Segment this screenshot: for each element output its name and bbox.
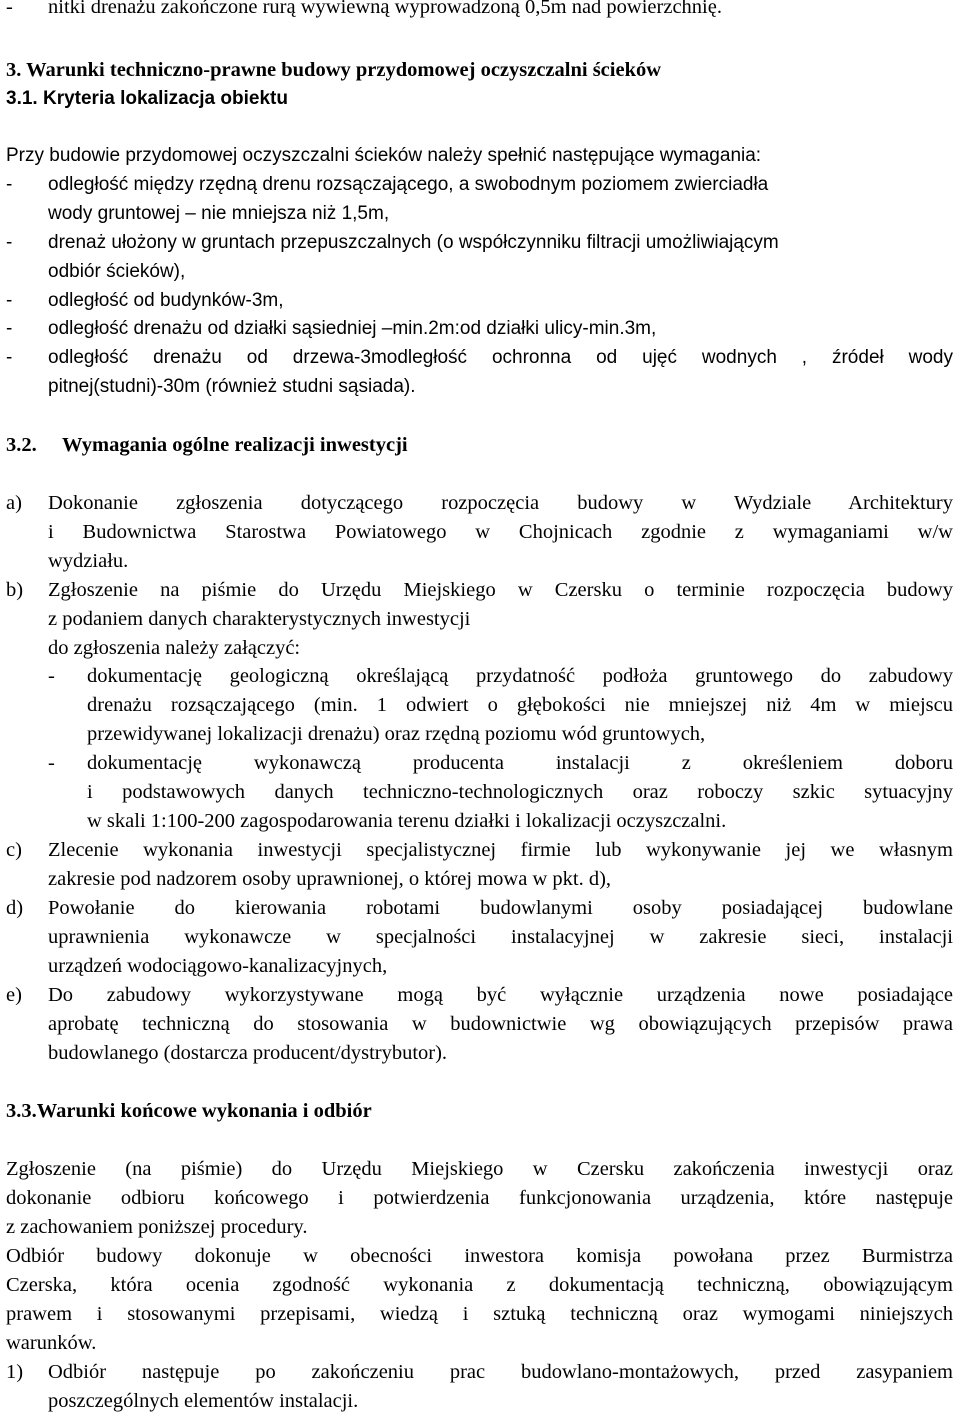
list-item-text: odległość od budynków-3m, xyxy=(48,290,284,311)
list-item-text: nitki drenażu zakończone rurą wywiewną wyprowadzoną 0,5m nad powierzchnię. xyxy=(48,0,722,18)
paragraph-line: warunków. xyxy=(6,1332,97,1354)
list-item-text: odległość między rzędną drenu rozsączającego, a swobodnym poziomem zwierciadła xyxy=(48,174,769,195)
paragraph-line: Odbiór budowy dokonuje w obecności inwestora komisja powołana przez Burmistrza xyxy=(6,1245,953,1267)
paragraph-line: prawem i stosowanymi przepisami, wiedzą i sztuką techniczną oraz wymogami niniejszych xyxy=(6,1303,953,1325)
paragraph-line: Czerska, która ocenia zgodność wykonania z dokumentacją techniczną, obowiązującym xyxy=(6,1274,953,1296)
section-3-1-heading: 3.1. Kryteria lokalizacja obiektu xyxy=(6,88,288,109)
document-page: - nitki drenażu zakończone rurą wywiewną wyprowadzoną 0,5m nad powierzchnię. 3. Warunki techniczno-prawne budowy przydomowej oczyszczalni ścieków 3.1. Kryteria lokalizacja obiektu Przy budowie przydomowej oczyszczalni ścieków należy spełnić następujące wymagania: - odległość między rzędną drenu rozsączającego, a swobodnym poziomem zwierciadła wody gruntowej – nie mniejsza niż 1,5m, - drenaż ułożony w gruntach przepuszczalnych (o współczynniku filtracji umożliwiającym odbiór ścieków), - odległość od budynków-3m, - odległość drenażu od działki sąsiedniej –min.2m:od działki ulicy-min.3m, - odległość drenażu od drzewa-3modległość ochronna od ujęć wodnych , źródeł wody pitnej(studni)-30m (również studni sąsiada). 3.2. Wymagania ogólne realizacji inwestycji a) Dokonanie zgłoszenia dotyczącego rozpoczęcia budowy w Wydziale Architektury i Budownictwa Starostwa Powiatowego w Chojnicach zgodnie z wymaganiami w/w wydziału. b) Zgłoszenie na piśmie do Urzędu Miejskiego w Czersku o terminie rozpoczęcia budowy z podaniem danych charakterystycznych inwestycji do zgłoszenia należy załączyć: - dokumentację geologiczną określającą przydatność podłoża gruntowego do zabudowy drenażu rozsączającego (min. 1 odwiert o głębokości nie mniejszej niż 4m w miejscu przewidywanej lokalizacji drenażu) oraz rzędną poziomu wód gruntowych, - dokumentację wykonawczą producenta instalacji z określeniem doboru i podstawowych danych techniczno-technologicznych oraz roboczy szkic sytuacyjny w skali 1:100-200 zagospodarowania terenu działki i lokalizacji oczyszczalni. c) Zlecenie wykonania inwestycji specjalistycznej firmie lub wykonywanie jej we własnym zakresie pod nadzorem osoby uprawnionej, o której mowa w pkt. d), d) Powołanie do kierowania robotami budowlanymi osoby posiadającej budowlane uprawnienia wykonawcze w specjalności instalacyjnej w zakresie sieci, instalacji urządzeń wodociągowo-kanalizacyjnych, e) Do zabudowy wykorzystywane mogą być wyłącznie urządzenia nowe posiadające aprobatę techniczną do stosowania w budownictwie wg obowiązujących przepisów prawa budowlanego (dostarcza producent/dystrybutor). 3.3.Warunki końcowe wykonania i odbiór Zgłoszenie (na piśmie) do Urzędu Miejskiego w Czersku zakończenia inwestycji oraz dokonanie odbioru końcowego i potwierdzenia funkcjonowania urządzenia, które następuje z zachowaniem poniższej procedury. Odbiór budowy dokonuje w obecności inwestora komisja powołana przez Burmistrza Czerska, która ocenia zgodność wykonania z dokumentacją techniczną, obowiązującym prawem i stosowanymi przepisami, wiedzą i sztuką techniczną oraz wymogami niniejszych warunków. 1) Odbiór następuje po zakończeniu prac budowlano-montażowych, przed zasypaniem poszczególnych elementów instalacji. xyxy=(0,0,960,1416)
list-item-text: drenaż ułożony w gruntach przepuszczalnych (o współczynniku filtracji umożliwiającym xyxy=(48,232,779,253)
list-item-text: odległość drenażu od drzewa-3modległość ochronna od ujęć wodnych , źródeł wody xyxy=(48,347,953,368)
paragraph-line: z zachowaniem poniższej procedury. xyxy=(6,1216,308,1238)
paragraph-line: Zgłoszenie (na piśmie) do Urzędu Miejskiego w Czersku zakończenia inwestycji oraz xyxy=(6,1158,953,1180)
section-3-3-heading: 3.3.Warunki końcowe wykonania i odbiór xyxy=(6,1100,372,1122)
section-3-1-intro: Przy budowie przydomowej oczyszczalni ścieków należy spełnić następujące wymagania: xyxy=(6,145,762,166)
list-item-text: odległość drenażu od działki sąsiedniej –min.2m:od działki ulicy-min.3m, xyxy=(48,318,657,339)
section-3-heading: 3. Warunki techniczno-prawne budowy przydomowej oczyszczalni ścieków xyxy=(6,59,662,81)
paragraph-line: dokonanie odbioru końcowego i potwierdzenia funkcjonowania urządzenia, które następuje xyxy=(6,1187,953,1209)
